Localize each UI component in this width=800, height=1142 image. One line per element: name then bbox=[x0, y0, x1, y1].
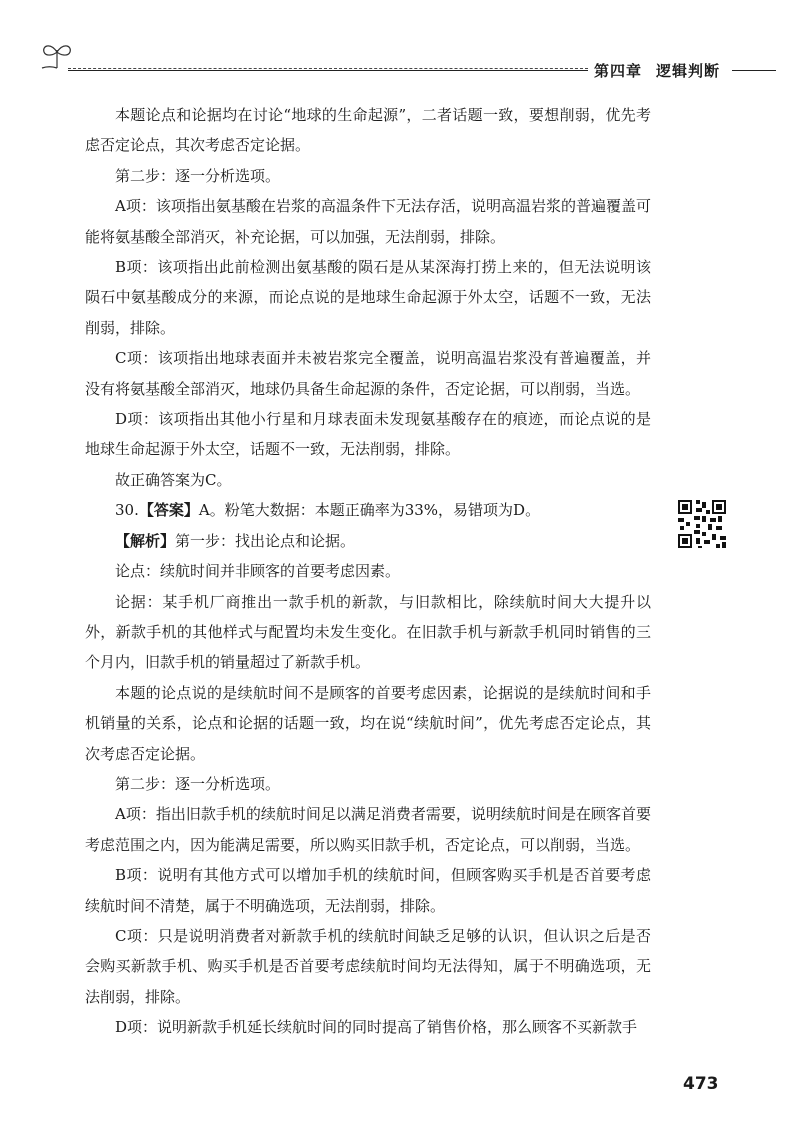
paragraph: A项：该项指出氨基酸在岩浆的高温条件下无法存活，说明高温岩浆的普遍覆盖可能将氨基酸全部消灭，补充论据，可以加强，无法削弱，排除。 bbox=[85, 197, 651, 246]
sprout-icon bbox=[40, 40, 74, 70]
paragraph: B项：说明有其他方式可以增加手机的续航时间，但顾客购买手机是否首要考虑续航时间不清楚，属于不明确选项，无法削弱，排除。 bbox=[85, 866, 651, 915]
chapter-number: 第四章 bbox=[594, 62, 643, 80]
paragraph: 论点：续航时间并非顾客的首要考虑因素。 bbox=[115, 562, 401, 581]
analysis-text: 第一步：找出论点和论据。 bbox=[175, 531, 356, 550]
header-rule-right bbox=[732, 70, 776, 71]
answer-tag: 【答案】 bbox=[138, 501, 199, 520]
paragraph: 第二步：逐一分析选项。 bbox=[115, 166, 281, 185]
paragraph: A项：指出旧款手机的续航时间足以满足消费者需要，说明续航时间是在顾客首要考虑范围之内，因为能满足需要，所以购买旧款手机，否定论点，可以削弱，当选。 bbox=[85, 805, 651, 854]
answer-text: A。粉笔大数据：本题正确率为33%，易错项为D。 bbox=[198, 501, 541, 520]
answer-paragraph bbox=[85, 495, 651, 525]
body-text bbox=[85, 100, 651, 1043]
paragraph: C项：该项指出地球表面并未被岩浆完全覆盖，说明高温岩浆没有普遍覆盖，并没有将氨基酸全部消灭，地球仍具备生命起源的条件，否定论据，可以削弱，当选。 bbox=[85, 349, 651, 398]
analysis-tag: 【解析】 bbox=[115, 531, 176, 550]
chapter-title bbox=[594, 60, 720, 81]
header-rule-dotted bbox=[68, 68, 588, 69]
section-title: 逻辑判断 bbox=[656, 62, 721, 80]
paragraph: C项：只是说明消费者对新款手机的续航时间缺乏足够的认识，但认识之后是否会购买新款手机、购买手机是否首要考虑续航时间均无法得知，属于不明确选项，无法削弱，排除。 bbox=[85, 926, 651, 1006]
paragraph: 本题论点和论据均在讨论“地球的生命起源”，二者话题一致，要想削弱，优先考虑否定论点，其次考虑否定论据。 bbox=[85, 106, 651, 155]
page-number: 473 bbox=[683, 1074, 719, 1094]
page-header bbox=[0, 0, 800, 90]
analysis-paragraph bbox=[85, 526, 651, 556]
paragraph: B项：该项指出此前检测出氨基酸的陨石是从某深海打捞上来的，但无法说明该陨石中氨基酸成分的来源，而论点说的是地球生命起源于外太空，话题不一致，无法削弱，排除。 bbox=[85, 258, 651, 337]
paragraph: D项：该项指出其他小行星和月球表面未发现氨基酸存在的痕迹，而论点说的是地球生命起源于外太空，话题不一致，无法削弱，排除。 bbox=[85, 410, 651, 459]
qr-code-icon bbox=[676, 498, 728, 550]
question-number: 30. bbox=[115, 501, 139, 520]
paragraph: 论据：某手机厂商推出一款手机的新款，与旧款相比，除续航时间大大提升以外，新款手机的其他样式与配置均未发生变化。在旧款手机与新款手机同时销售的三个月内，旧款手机的销量超过了新款手机。 bbox=[85, 592, 651, 672]
paragraph: D项：说明新款手机延长续航时间的同时提高了销售价格，那么顾客不买新款手 bbox=[115, 1018, 638, 1037]
paragraph: 故正确答案为C。 bbox=[115, 470, 232, 489]
paragraph: 第二步：逐一分析选项。 bbox=[115, 774, 281, 793]
paragraph: 本题的论点说的是续航时间不是顾客的首要考虑因素，论据说的是续航时间和手机销量的关系，论点和论据的话题一致，均在说“续航时间”，优先考虑否定论点，其次考虑否定论据。 bbox=[85, 683, 651, 763]
header-rule bbox=[68, 70, 588, 71]
